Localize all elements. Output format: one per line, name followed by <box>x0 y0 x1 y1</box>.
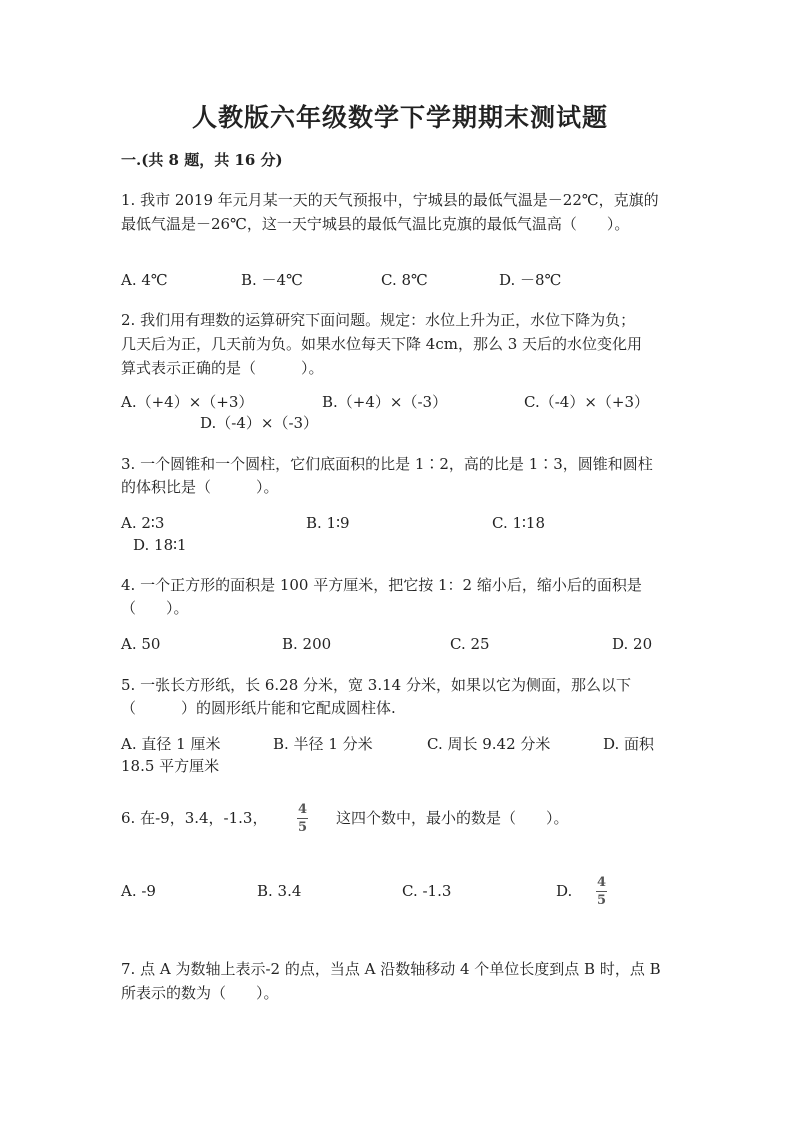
question-text: 7. 点 A 为数轴上表示-2 的点，当点 A 沿数轴移动 4 个单位长度到点 B 时，点 B <box>121 960 661 978</box>
option-b: B. －4℃ <box>241 271 303 289</box>
option-a: A. 直径 1 厘米 <box>121 735 221 753</box>
option-d: D.（-4）×（-3） <box>200 414 319 432</box>
option-d-continued: 18.5 平方厘米 <box>121 757 220 775</box>
fraction <box>297 803 308 834</box>
option-b: B. 200 <box>282 635 332 653</box>
option-c: C. 8℃ <box>381 271 428 289</box>
option-b: B.（+4）×（-3） <box>322 393 448 411</box>
fraction-bar <box>596 891 607 892</box>
page-title: 人教版六年级数学下学期期末测试题 <box>191 103 608 132</box>
fraction-numerator: 4 <box>297 802 308 817</box>
option-a: A. 2∶3 <box>121 514 165 532</box>
fraction <box>596 876 607 907</box>
option-a: A. 50 <box>121 635 161 653</box>
fraction-bar <box>297 818 308 819</box>
option-d: D. <box>556 882 573 900</box>
option-b: B. 半径 1 分米 <box>273 735 373 753</box>
question-text: 4. 一个正方形的面积是 100 平方厘米，把它按 1：2 缩小后，缩小后的面积是 <box>121 576 642 594</box>
fraction-numerator: 4 <box>596 875 607 890</box>
option-b: B. 3.4 <box>257 882 302 900</box>
option-a: A. 4℃ <box>121 271 168 289</box>
option-a: A. -9 <box>121 882 156 900</box>
fraction-denominator: 5 <box>297 820 308 835</box>
question-text: 几天后为正，几天前为负。如果水位每天下降 4cm，那么 3 天后的水位变化用 <box>121 335 643 353</box>
option-c: C. 1∶18 <box>492 514 546 532</box>
question-text: 3. 一个圆锥和一个圆柱，它们底面积的比是 1∶2，高的比是 1∶3，圆锥和圆柱 <box>121 455 653 473</box>
section-heading: 一.(共 8 题，共 16 分) <box>121 151 283 169</box>
question-text: 所表示的数为（ ）。 <box>121 984 279 1002</box>
option-c: C. -1.3 <box>402 882 452 900</box>
question-text: 5. 一张长方形纸，长 6.28 分米，宽 3.14 分米，如果以它为侧面，那么以下 <box>121 676 631 694</box>
option-d: D. 18∶1 <box>133 536 187 554</box>
option-d: D. －8℃ <box>499 271 562 289</box>
option-a: A.（+4）×（+3） <box>121 393 254 411</box>
question-text: （ ）。 <box>121 599 189 617</box>
question-text: 最低气温是－26℃，这一天宁城县的最低气温比克旗的最低气温高（ ）。 <box>121 215 630 233</box>
question-text: 1. 我市 2019 年元月某一天的天气预报中，宁城县的最低气温是－22℃，克旗的 <box>121 191 659 209</box>
option-c: C. 25 <box>450 635 490 653</box>
option-d: D. 20 <box>612 635 653 653</box>
question-text: 2. 我们用有理数的运算研究下面问题。规定：水位上升为正，水位下降为负； <box>121 311 636 329</box>
question-text: 的体积比是（ ）。 <box>121 478 279 496</box>
option-b: B. 1∶9 <box>306 514 350 532</box>
question-text: 6. 在-9，3.4，-1.3， <box>121 809 268 827</box>
question-text: （ ）的圆形纸片能和它配成圆柱体. <box>121 699 396 717</box>
option-d: D. 面积 <box>603 735 655 753</box>
option-c: C. 周长 9.42 分米 <box>427 735 551 753</box>
question-text: 算式表示正确的是（ ）。 <box>121 359 324 377</box>
option-c: C.（-4）×（+3） <box>524 393 650 411</box>
fraction-denominator: 5 <box>596 893 607 908</box>
question-text: 这四个数中，最小的数是（ ）。 <box>336 809 569 827</box>
